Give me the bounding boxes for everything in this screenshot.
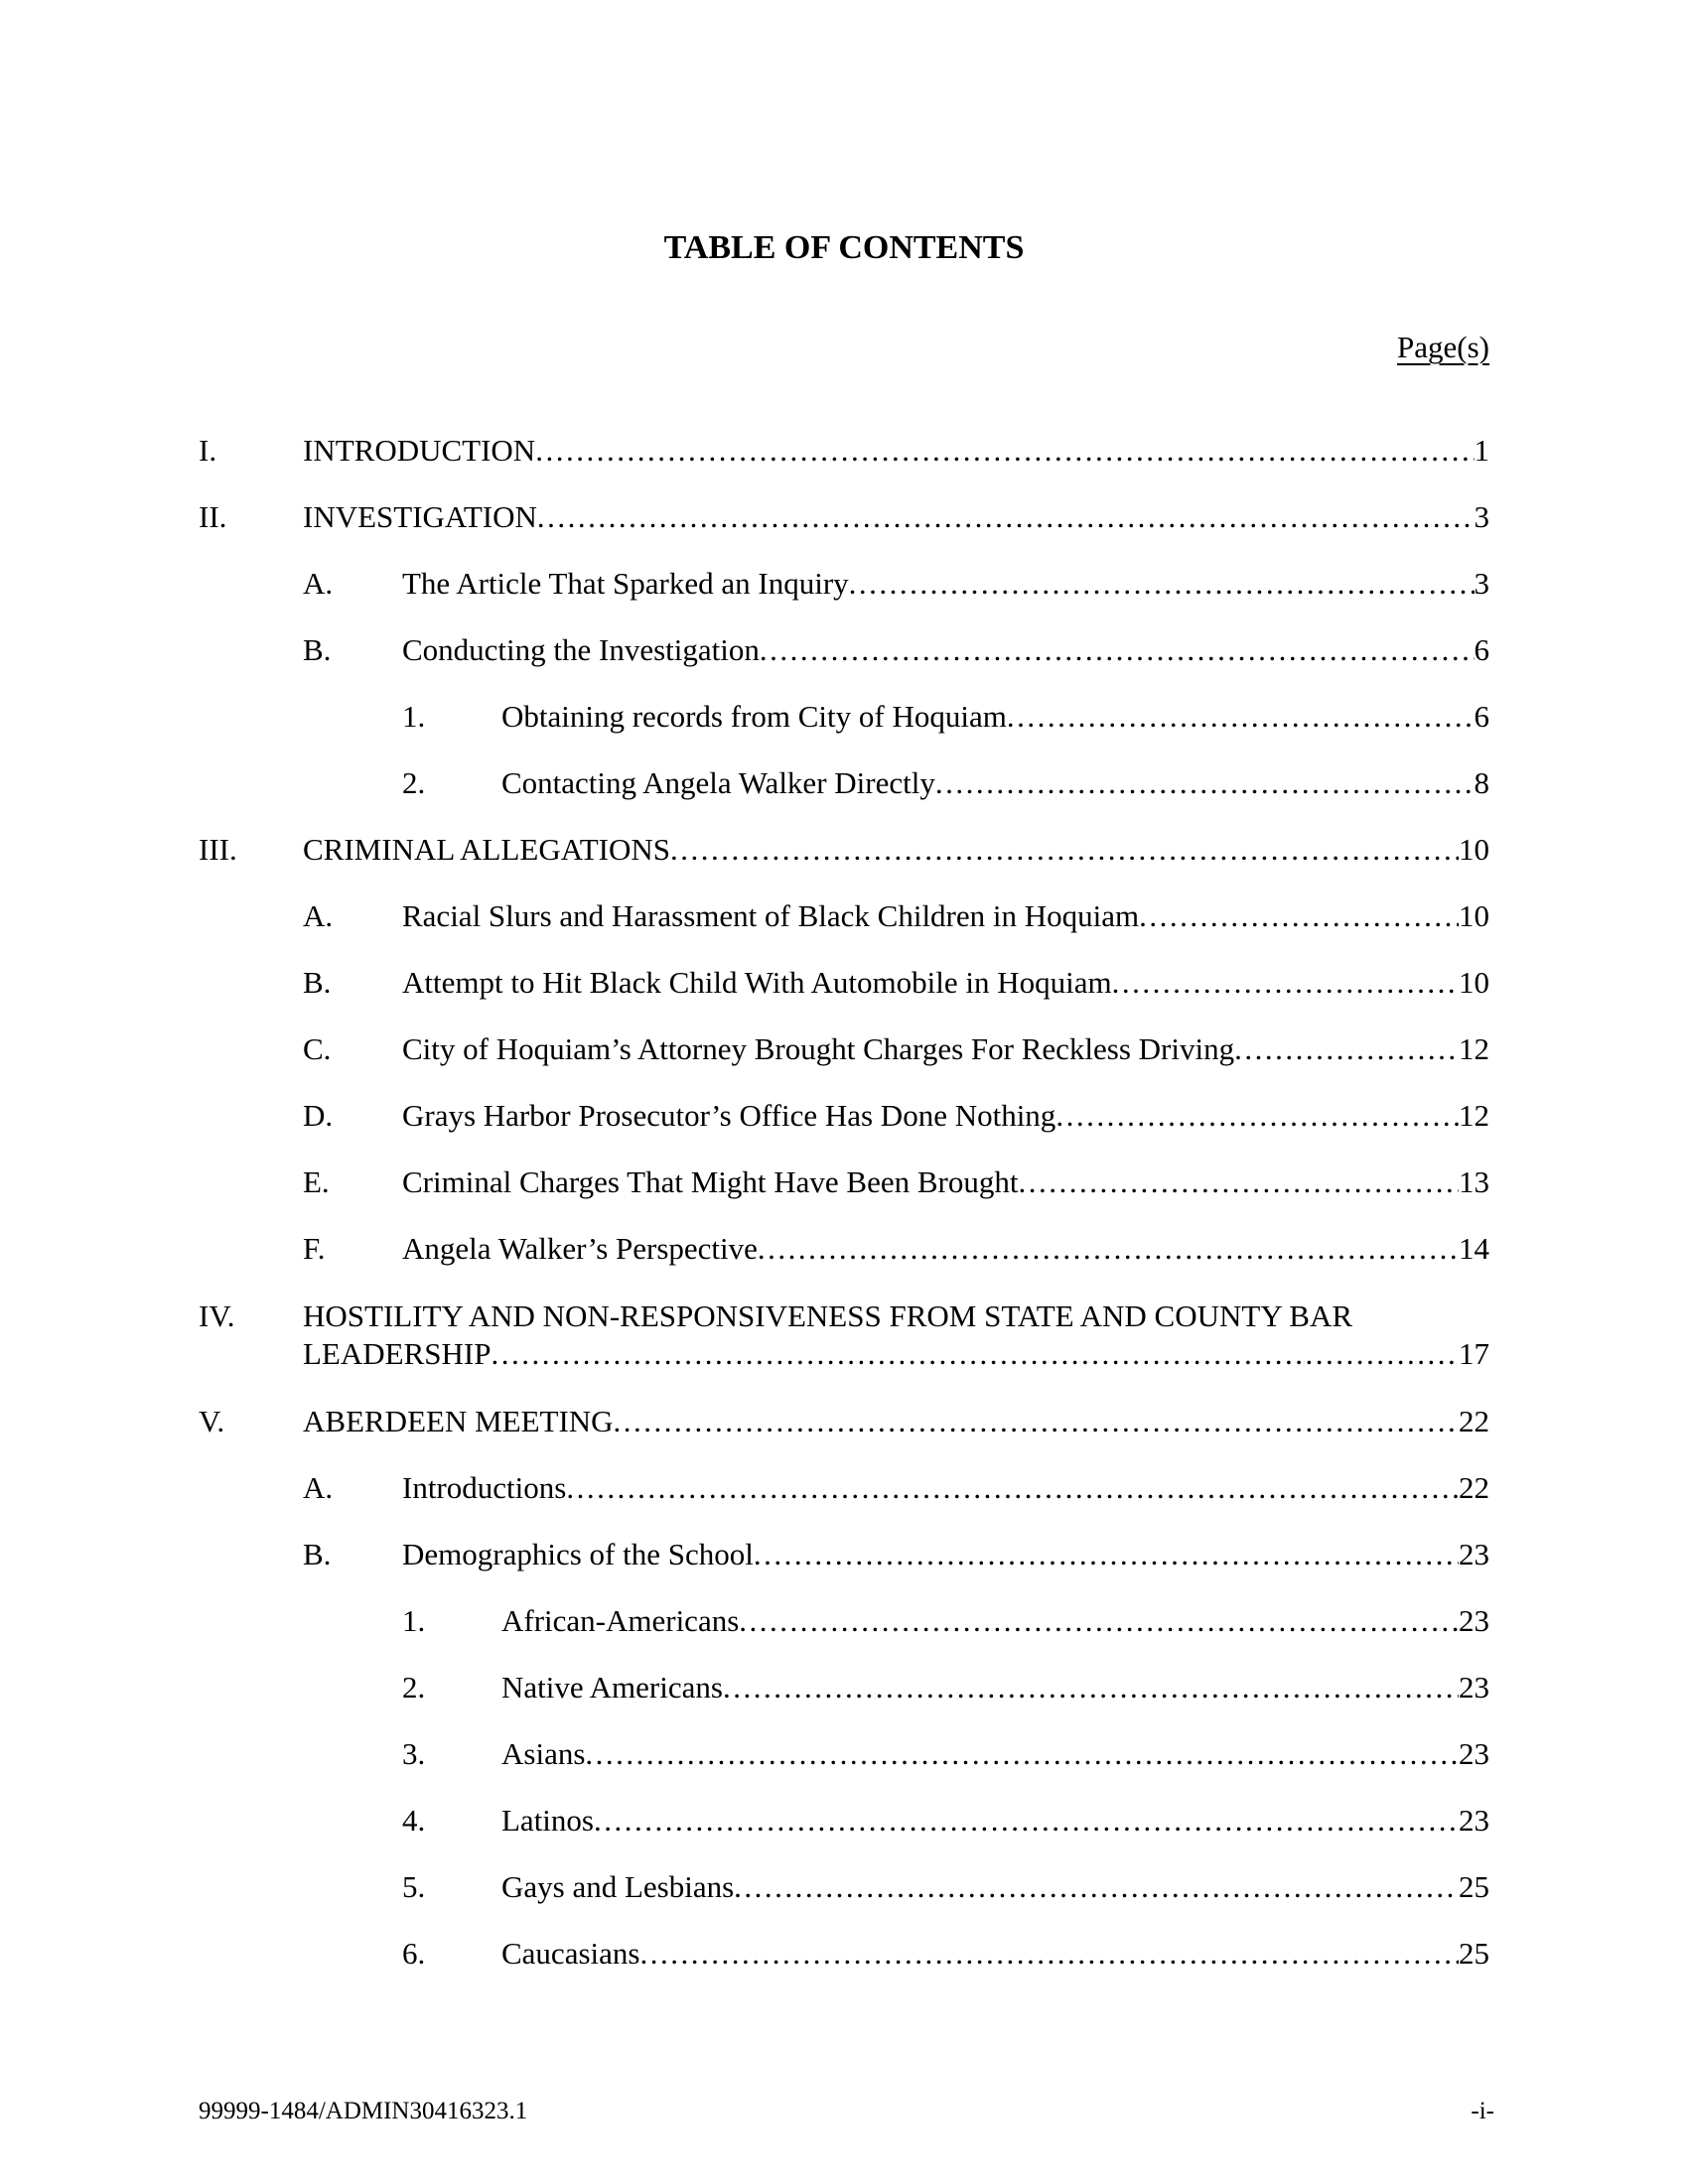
toc-entry	[199, 632, 1489, 668]
toc-entry-page: 10	[1459, 832, 1489, 867]
toc-entry-label: 5.	[402, 1869, 426, 1904]
toc-entry-label: 2.	[402, 765, 426, 800]
toc-entry-page: 8	[1474, 765, 1489, 800]
toc-entry-text: Latinos	[501, 1803, 594, 1838]
dot-leader	[849, 566, 1475, 602]
dot-leader	[639, 1936, 1459, 1972]
toc-entry-page: 23	[1459, 1736, 1489, 1771]
toc-entry-text: Native Americans	[501, 1670, 723, 1705]
toc-entry	[199, 1297, 1489, 1373]
toc-entry-label: B.	[303, 1537, 332, 1571]
toc-entry-label: 2.	[402, 1670, 426, 1705]
dot-leader	[594, 1803, 1459, 1839]
toc-entry-text: Asians	[501, 1736, 586, 1771]
toc-entry-text: The Article That Sparked an Inquiry	[402, 566, 849, 601]
toc-entry-label: V.	[199, 1404, 225, 1438]
toc-entry	[199, 1936, 1489, 1972]
dot-leader	[754, 1537, 1459, 1572]
toc-entry-page: 14	[1459, 1231, 1489, 1266]
toc-entry-label: II.	[199, 499, 227, 534]
dot-leader	[935, 765, 1475, 801]
toc-entry-label: A.	[303, 566, 334, 601]
toc-entry	[199, 433, 1489, 469]
toc-entry	[199, 1869, 1489, 1905]
toc-entry	[199, 1404, 1489, 1439]
toc-entry	[199, 765, 1489, 801]
toc-entry-page: 23	[1459, 1603, 1489, 1638]
toc-entry-label: B.	[303, 632, 332, 667]
toc-entry-page: 12	[1459, 1031, 1489, 1066]
toc-entry	[199, 1670, 1489, 1706]
toc-entry-page: 25	[1459, 1869, 1489, 1904]
toc-entry-page: 10	[1459, 898, 1489, 933]
toc-entry-text: HOSTILITY AND NON-RESPONSIVENESS FROM STATE AND COUNTY BAR	[303, 1298, 1353, 1333]
dot-leader	[1055, 1098, 1459, 1134]
dot-leader	[739, 1603, 1459, 1639]
toc-entry-text: INTRODUCTION	[303, 433, 536, 468]
page-column-header-label: Page(s)	[1397, 330, 1489, 364]
dot-leader	[1018, 1164, 1459, 1200]
dot-leader	[1139, 898, 1459, 934]
toc-entry-text: Grays Harbor Prosecutor’s Office Has Done Nothing	[402, 1098, 1056, 1133]
toc-entry-text: Demographics of the School	[402, 1537, 754, 1571]
dot-leader	[491, 1335, 1459, 1373]
footer-page-number: -i-	[1471, 2098, 1494, 2124]
toc-entry	[199, 1537, 1489, 1572]
dot-leader	[734, 1869, 1459, 1905]
toc-entry-text: Racial Slurs and Harassment of Black Children in Hoquiam	[402, 898, 1140, 933]
toc-entry-label: D.	[303, 1098, 334, 1133]
toc-entry	[199, 1164, 1489, 1200]
toc-entry-label: F.	[303, 1231, 326, 1266]
toc-entry-page: 23	[1459, 1670, 1489, 1705]
dot-leader	[566, 1470, 1459, 1506]
toc-entry	[199, 1470, 1489, 1506]
toc-entry-page: 13	[1459, 1164, 1489, 1199]
toc-entry	[199, 1603, 1489, 1639]
toc-entry-text: Contacting Angela Walker Directly	[501, 765, 935, 800]
toc-entry	[199, 1098, 1489, 1134]
toc-entry	[199, 699, 1489, 735]
toc-entry-label: 4.	[402, 1803, 426, 1838]
toc-entry-page: 22	[1459, 1470, 1489, 1505]
table-of-contents	[199, 433, 1489, 1972]
toc-entry-text: INVESTIGATION	[303, 499, 537, 534]
toc-entry-page: 6	[1474, 632, 1489, 667]
page-footer	[199, 2097, 1494, 2126]
toc-entry-label: 6.	[402, 1936, 426, 1971]
toc-entry-page: 22	[1459, 1404, 1489, 1438]
dot-leader	[670, 832, 1459, 868]
toc-entry	[199, 566, 1489, 602]
toc-entry-page: 12	[1459, 1098, 1489, 1133]
toc-entry-text: ABERDEEN MEETING	[303, 1404, 614, 1438]
toc-entry-page: 25	[1459, 1936, 1489, 1971]
dot-leader	[1007, 699, 1475, 735]
toc-entry-page: 1	[1474, 433, 1489, 468]
document-number: 99999-1484/ADMIN30416323.1	[199, 2098, 528, 2124]
toc-entry-text-continued: LEADERSHIP	[303, 1336, 492, 1371]
toc-entry-text: Attempt to Hit Black Child With Automobile in Hoquiam	[402, 965, 1112, 1000]
toc-entry	[199, 499, 1489, 535]
toc-entry-text: African-Americans	[501, 1603, 740, 1638]
toc-entry-text: Obtaining records from City of Hoquiam	[501, 699, 1007, 734]
toc-entry-label: 3.	[402, 1736, 426, 1771]
toc-entry-label: B.	[303, 965, 332, 1000]
toc-entry-line-2	[199, 1335, 1489, 1373]
toc-entry-label: IV.	[199, 1298, 235, 1333]
toc-entry-label: A.	[303, 898, 334, 933]
dot-leader	[1112, 965, 1459, 1001]
toc-entry	[199, 1803, 1489, 1839]
toc-entry-text: Conducting the Investigation	[402, 632, 760, 667]
toc-entry-page: 3	[1474, 499, 1489, 534]
toc-entry-label: 1.	[402, 1603, 426, 1638]
dot-leader	[758, 1231, 1459, 1267]
page-column-header	[199, 330, 1489, 365]
toc-entry-page: 23	[1459, 1803, 1489, 1838]
toc-entry	[199, 1031, 1489, 1067]
toc-entry-text: Caucasians	[501, 1936, 640, 1971]
toc-entry-label: C.	[303, 1031, 332, 1066]
toc-entry-text: Gays and Lesbians	[501, 1869, 735, 1904]
toc-entry	[199, 1231, 1489, 1267]
toc-entry-line-1	[199, 1297, 1489, 1335]
toc-entry	[199, 1736, 1489, 1772]
dot-leader	[760, 632, 1475, 668]
toc-entry-text: CRIMINAL ALLEGATIONS	[303, 832, 670, 867]
toc-entry-page: 6	[1474, 699, 1489, 734]
toc-entry-label: I.	[199, 433, 217, 468]
toc-entry-page: 3	[1474, 566, 1489, 601]
toc-entry-text: Introductions	[402, 1470, 567, 1505]
toc-entry	[199, 965, 1489, 1001]
toc-entry-label: E.	[303, 1164, 330, 1199]
toc-entry-label: III.	[199, 832, 237, 867]
dot-leader	[614, 1404, 1459, 1439]
dot-leader	[1234, 1031, 1459, 1067]
document-title: TABLE OF CONTENTS	[663, 229, 1025, 266]
toc-entry-page: 17	[1459, 1336, 1489, 1371]
toc-entry-text: Angela Walker’s Perspective	[402, 1231, 758, 1266]
toc-entry-label: A.	[303, 1470, 334, 1505]
dot-leader	[535, 433, 1474, 469]
toc-entry-text: City of Hoquiam’s Attorney Brought Charges For Reckless Driving	[402, 1031, 1235, 1066]
toc-entry-label: 1.	[402, 699, 426, 734]
dot-leader	[585, 1736, 1459, 1772]
toc-entry	[199, 832, 1489, 868]
toc-entry-page: 23	[1459, 1537, 1489, 1571]
dot-leader	[723, 1670, 1459, 1706]
toc-entry	[199, 898, 1489, 934]
toc-entry-text: Criminal Charges That Might Have Been Brought	[402, 1164, 1019, 1199]
dot-leader	[537, 499, 1475, 535]
toc-entry-page: 10	[1459, 965, 1489, 1000]
